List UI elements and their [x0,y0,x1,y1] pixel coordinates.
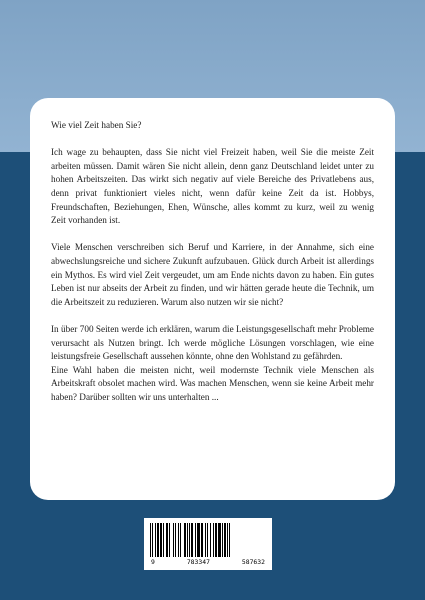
barcode-right-group: 587632 [241,558,265,566]
isbn-barcode [144,518,272,570]
blurb-paragraph-1: Ich wage zu behaupten, dass Sie nicht viel Freizeit haben, weil Sie die meiste Zeit arbeiten müssen. Damit wären Sie nicht allein, denn ganz Deutschland leidet unter zu hohen Arbeitszeiten. Das wirkt sich negativ auf viele Bereiche des Privatlebens aus, denn privat funktioniert vieles nicht, wenn dafür keine Zeit da ist. Hobbys, Freundschaften, Beziehungen, Ehen, Wünsche, alles kommt zu kurz, weil zu wenig Zeit vorhanden ist. [51,147,374,226]
barcode-stripe [229,523,230,557]
blurb-paragraph-4: Eine Wahl haben die meisten nicht, weil modernste Technik viele Menschen als Arbeitskraft obsolet machen wird. Was machen Menschen, wenn sie keine Arbeit mehr haben? Darüber sollten wir uns unterhalten ... [51,364,374,402]
blurb-paragraph-2: Viele Menschen verschreiben sich Beruf und Karriere, in der Annahme, sich eine abwechslungsreiche und sichere Zukunft aufzubauen. Glück durch Arbeit ist allerdings ein Mythos. Es wird viel Zeit vergeudet, um am Ende nichts davon zu haben. Ein gutes Leben ist nur abseits der Arbeit zu finden, und wir hätten gerade heute die Technik, um die Arbeitszeit zu reduzieren. Warum also nutzen wir sie nicht? [51,242,374,307]
barcode-lead-digit: 9 [151,558,155,566]
blurb-heading: Wie viel Zeit haben Sie? [51,120,142,130]
back-cover-text-card [30,98,395,500]
barcode-digits [150,558,266,566]
barcode-bars [150,523,266,557]
blurb-paragraph-3: In über 700 Seiten werde ich erklären, warum die Leistungsgesellschaft mehr Probleme verursacht als Nutzen bringt. Ich werde mögliche Lösungen vorschlagen, wie eine leistungsfreie Gesellschaft aussehen könnte, ohne den Wohlstand zu gefährden. [51,323,374,362]
barcode-left-group: 783347 [186,558,210,566]
